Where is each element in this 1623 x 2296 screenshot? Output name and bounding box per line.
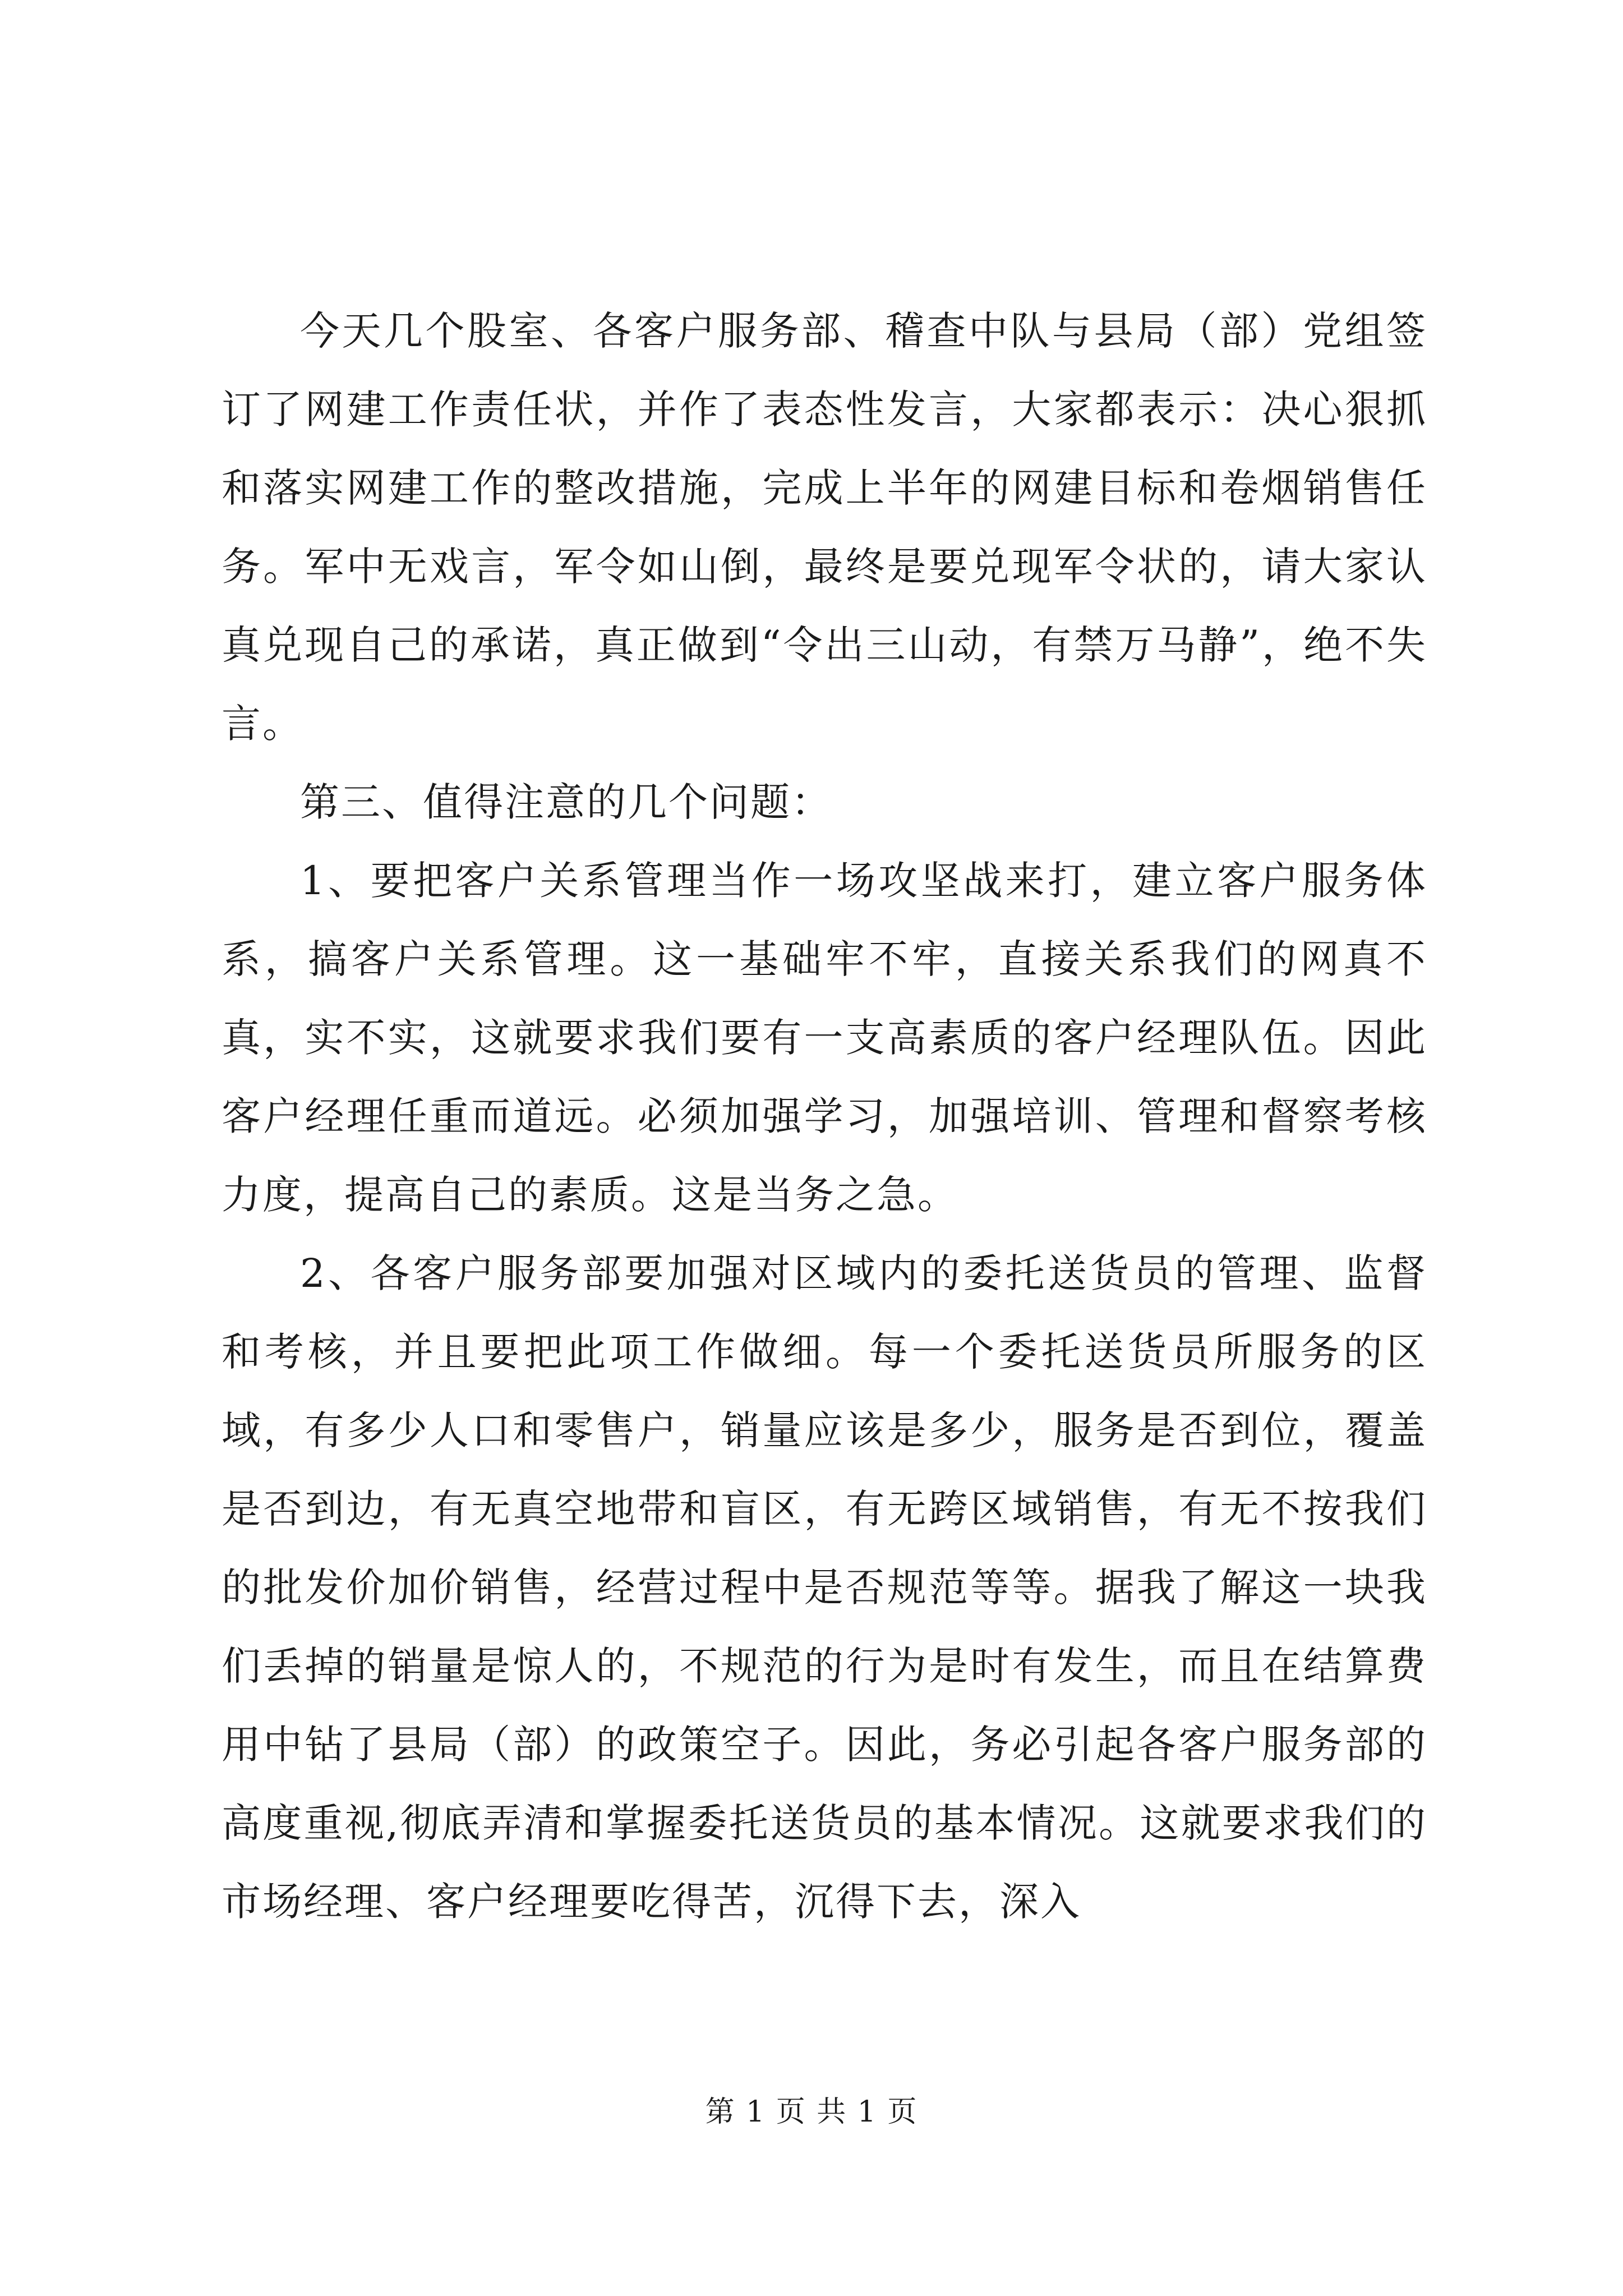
paragraph-responsibility-pledge: 今天几个股室、各客户服务部、稽查中队与县局（部）党组签订了网建工作责任状，并作了表态性发言，大家都表示：决心狠抓和落实网建工作的整改措施，完成上半年的网建目标和卷烟销售任务。军中无戏言，军令如山倒，最终是要兑现军令状的，请大家认真兑现自己的承诺，真正做到“令出三山动，有禁万马静”，绝不失言。 [222,308,1427,747]
paragraph-point-1: 1、要把客户关系管理当作一场攻坚战来打，建立客户服务体系，搞客户关系管理。这一基础牢不牢，直接关系我们的网真不真，实不实，这就要求我们要有一支高素质的客户经理队伍。因此客户经理任重而道远。必须加强学习，加强培训、管理和督察考核力度，提高自己的素质。这是当务之急。 [222,858,1427,1218]
paragraph-point-2: 2、各客户服务部要加强对区域内的委托送货员的管理、监督和考核，并且要把此项工作做细。每一个委托送货员所服务的区域，有多少人口和零售户，销量应该是多少，服务是否到位，覆盖是否到边，有无真空地带和盲区，有无跨区域销售，有无不按我们的批发价加价销售，经营过程中是否规范等等。据我了解这一块我们丢掉的销量是惊人的，不规范的行为是时有发生，而且在结算费用中钻了县局（部）的政策空子。因此，务必引起各客户服务部的高度重视,彻底弄清和掌握委托送货员的基本情况。这就要求我们的市场经理、客户经理要吃得苦，沉得下去，深入 [222,1250,1427,1925]
document-body [222,292,1427,1941]
paragraph-section-heading: 第三、值得注意的几个问题： [300,779,832,825]
page-footer: 第 1 页 共 1 页 [705,2095,918,2129]
